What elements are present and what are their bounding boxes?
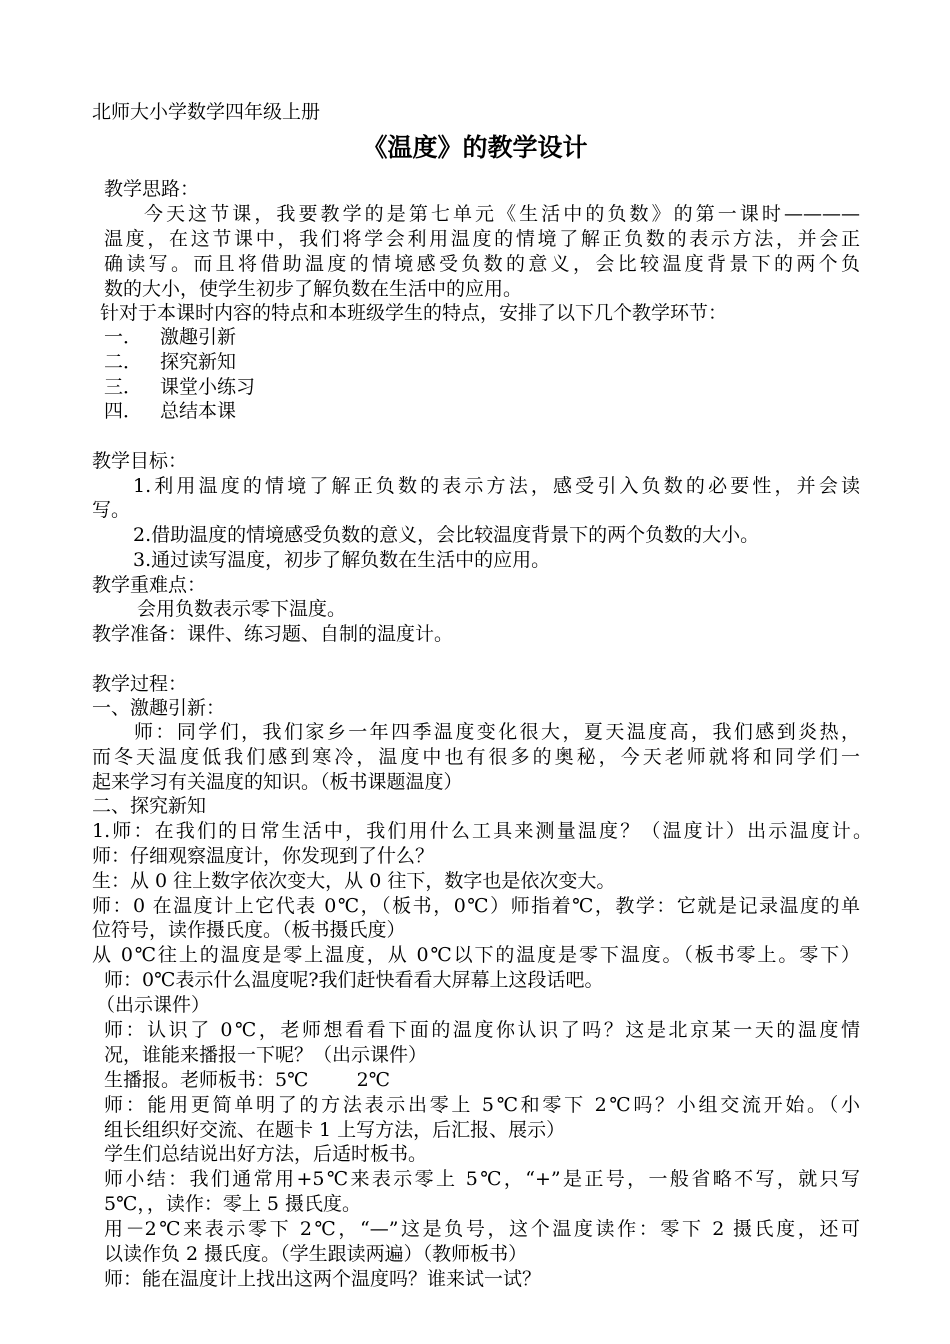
step-label: 激趣引新: [160, 326, 237, 348]
process-line: 组长组织好交流、在题卡 1 上写方法，后汇报、展示）: [104, 1119, 566, 1141]
process-line: 师：能在温度计上找出这两个温度吗？谁来试一试？: [104, 1268, 542, 1290]
section-1-line-3: 起来学习有关温度的知识。（板书课题温度）: [92, 771, 463, 793]
process-line: 师小结：我们通常用+5℃来表示零上 5℃，“+”是正号，一般省略不写，就只写: [104, 1168, 860, 1190]
step-number: 一．: [104, 326, 143, 348]
preparation: 教学准备：课件、练习题、自制的温度计。: [92, 623, 454, 645]
step-label: 课堂小练习: [160, 376, 256, 398]
process-line: 生：从 0 往上数字依次变大，从 0 往下，数字也是依次变大。: [92, 870, 616, 892]
step-label: 探究新知: [160, 351, 237, 373]
series-header: 北师大小学数学四年级上册: [92, 101, 321, 123]
goal-3: 3.通过读写温度，初步了解负数在生活中的应用。: [133, 549, 551, 571]
step-label: 总结本课: [160, 400, 237, 422]
thinking-line-3: 确读写。而且将借助温度的情境感受负数的意义，会比较温度背景下的两个负: [104, 253, 860, 275]
process-line: 况，谁能来播报一下呢？（出示课件）: [104, 1044, 428, 1066]
process-line: 5℃，，读作：零上 5 摄氏度。: [104, 1193, 362, 1215]
thinking-heading: 教学思路：: [104, 178, 200, 200]
key-points-text: 会用负数表示零下温度。: [137, 598, 347, 620]
key-points-heading: 教学重难点：: [92, 574, 207, 596]
step-number: 二．: [104, 351, 143, 373]
process-line: （出示课件）: [96, 994, 211, 1016]
process-line: 学生们总结说出好方法，后适时板书。: [104, 1143, 428, 1165]
process-line: 师：0℃表示什么温度呢?我们赶快看看大屏幕上这段话吧。: [104, 969, 604, 991]
process-line: 生播报。老师板书：5℃ 2℃: [104, 1069, 391, 1091]
document-title: 《温度》的教学设计: [362, 133, 588, 162]
section-2-heading: 二、探究新知: [92, 795, 207, 817]
goals-heading: 教学目标：: [92, 450, 188, 472]
process-line: 从 0℃往上的温度是零上温度，从 0℃以下的温度是零下温度。（板书零上。零下）: [92, 944, 860, 966]
process-line: 以读作负 2 摄氏度。（学生跟读两遍）（教师板书）: [104, 1243, 528, 1265]
goal-2: 2.借助温度的情境感受负数的意义，会比较温度背景下的两个负数的大小。: [133, 524, 760, 546]
process-line: 用－2℃来表示零下 2℃，“—”这是负号，这个温度读作：零下 2 摄氏度，还可: [104, 1218, 860, 1240]
thinking-arrangement: 针对于本课时内容的特点和本班级学生的特点，安排了以下几个教学环节：: [100, 302, 728, 324]
process-line: 位符号，读作摄氏度。（板书摄氏度）: [92, 919, 406, 941]
thinking-line-4: 数的大小，使学生初步了解负数在生活中的应用。: [104, 278, 523, 300]
process-line: 师：认识了 0℃，老师想看看下面的温度你认识了吗？这是北京某一天的温度情: [104, 1019, 860, 1041]
step-number: 四．: [104, 400, 143, 422]
process-line: 师：0 在温度计上它代表 0℃，（板书，0℃）师指着℃，教学：它就是记录温度的单: [92, 895, 860, 917]
section-1-heading: 一、激趣引新：: [92, 697, 226, 719]
step-number: 三．: [104, 376, 143, 398]
process-line: 师：能用更简单明了的方法表示出零上 5℃和零下 2℃吗？小组交流开始。（小: [104, 1094, 860, 1116]
goal-1-line-1: 1.利用温度的情境了解正负数的表示方法，感受引入负数的必要性，并会读: [133, 475, 860, 497]
goal-1-line-2: 写。: [92, 499, 131, 521]
thinking-line-2: 温度，在这节课中，我们将学会利用温度的情境了解正负数的表示方法，并会正: [104, 228, 860, 250]
process-heading: 教学过程：: [92, 673, 188, 695]
process-line: 师：仔细观察温度计，你发现到了什么？: [92, 845, 435, 867]
section-1-line-2: 而冬天温度低我们感到寒冷，温度中也有很多的奥秘，今天老师就将和同学们一: [92, 746, 860, 768]
process-line: 1.师：在我们的日常生活中，我们用什么工具来测量温度？（温度计）出示温度计。: [92, 820, 872, 842]
section-1-line-1: 师：同学们，我们家乡一年四季温度变化很大，夏天温度高，我们感到炎热，: [134, 721, 860, 743]
thinking-line-1: 今天这节课，我要教学的是第七单元《生活中的负数》的第一课时————: [144, 203, 860, 225]
